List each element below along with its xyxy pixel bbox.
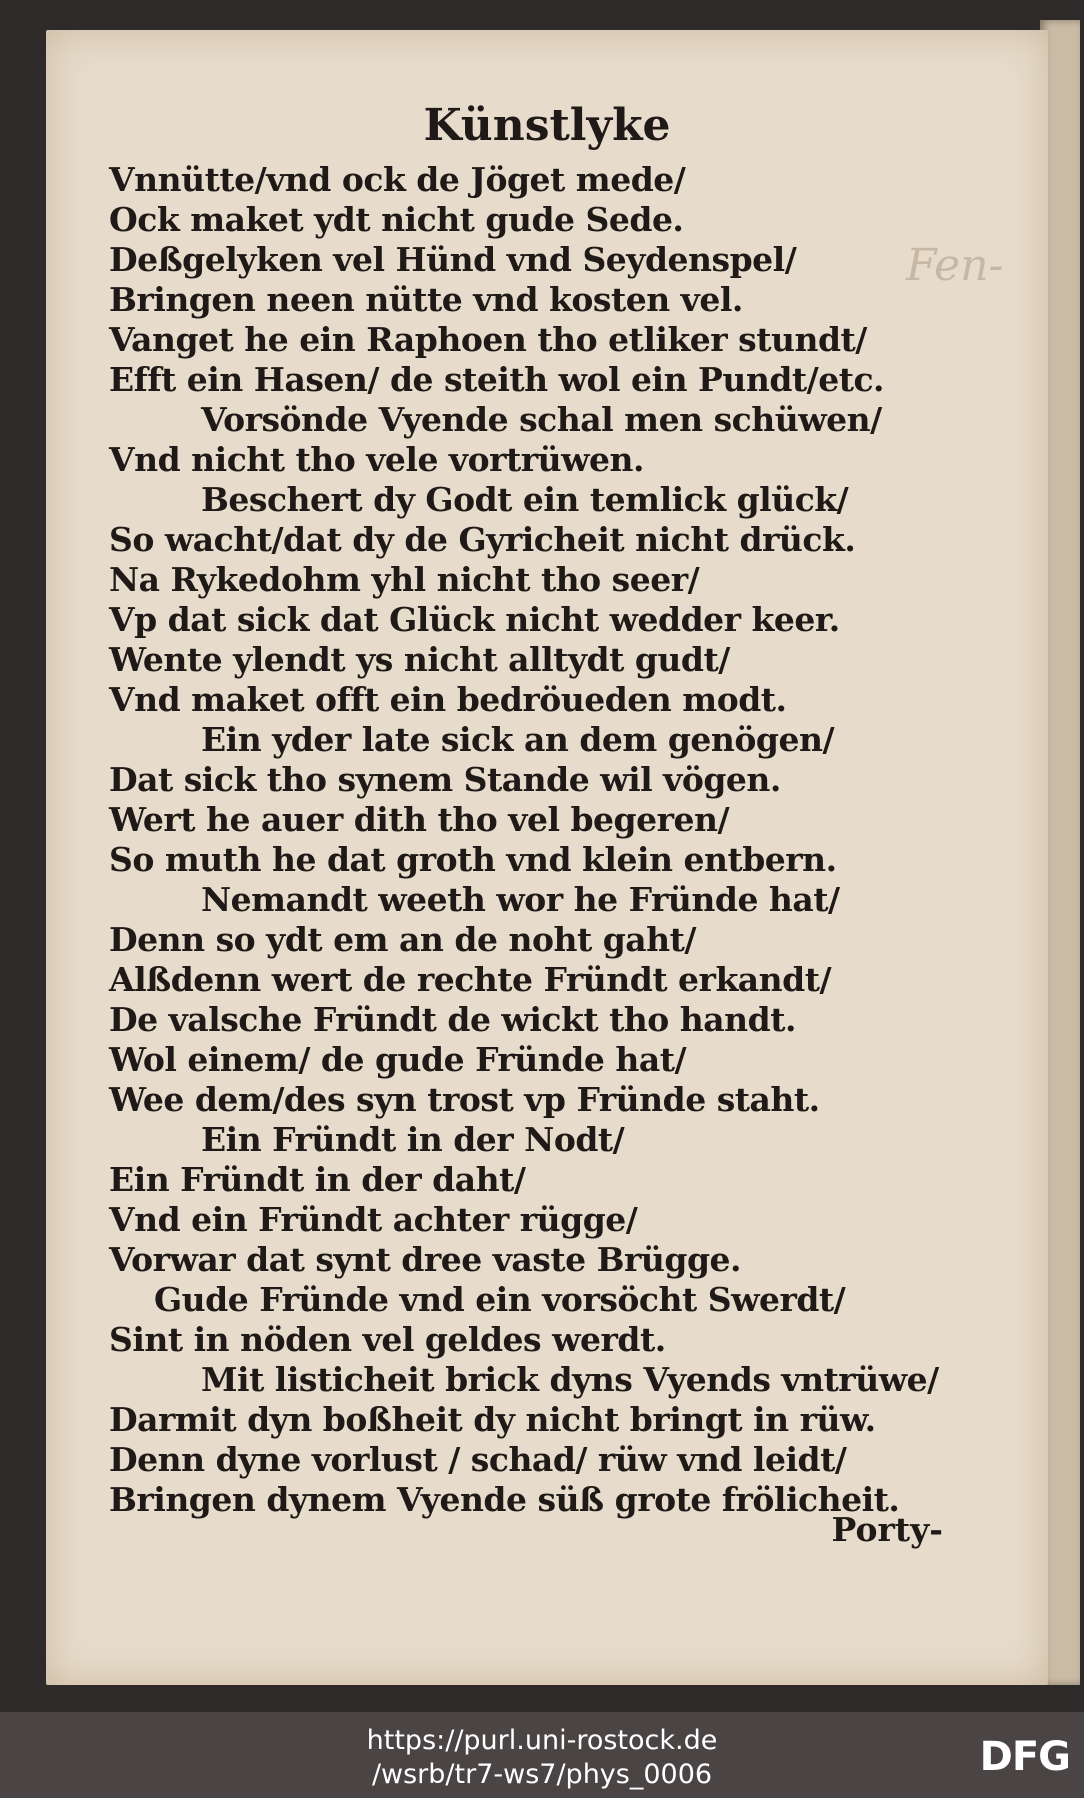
verse-line: Vnd nicht tho vele vortrüwen. [109,440,645,479]
verse-line: Wol einem/ de gude Fründe hat/ [109,1040,687,1079]
dfg-logo: DFG [979,1734,1070,1780]
bleed-through-text: Fen- [906,240,1004,291]
verse-line: So wacht/dat dy de Gyricheit nicht drück. [109,520,856,559]
verse-line: Wert he auer dith tho vel begeren/ [109,800,730,839]
running-header: Künstlyke [423,100,671,151]
verse-line: Vorsönde Vyende schal men schüwen/ [201,400,882,439]
verse-line: Vnd maket offt ein bedröueden modt. [109,680,787,719]
verse-line: Vnnütte/vnd ock de Jöget mede/ [109,160,686,199]
permalink[interactable] [0,1724,1084,1792]
verse-line: Bringen neen nütte vnd kosten vel. [109,280,743,319]
verse-line: Mit listicheit brick dyns Vyends vntrüwe/ [201,1360,939,1399]
verse-line: Gude Fründe vnd ein vorsöcht Swerdt/ [154,1280,846,1319]
verse-line: Wee dem/des syn trost vp Fründe staht. [109,1080,820,1119]
catchword: Porty- [831,1510,943,1549]
verse-line: Darmit dyn boßheit dy nicht bringt in rüw. [109,1400,876,1439]
verse-line: Vanget he ein Raphoen tho etliker stundt/ [109,320,867,359]
verse-line: So muth he dat groth vnd klein entbern. [109,840,837,879]
permalink-line-1[interactable]: https://purl.uni-rostock.de [366,1725,718,1756]
verse-line: Ein Fründt in der Nodt/ [201,1120,625,1159]
verse-line: Deßgelyken vel Hünd vnd Seydenspel/ [109,240,797,279]
verse-line: Na Rykedohm yhl nicht tho seer/ [109,560,700,599]
verse-line: Sint in nöden vel geldes werdt. [109,1320,666,1359]
verse-line: Beschert dy Godt ein temlick glück/ [201,480,849,519]
verse-line: Bringen dynem Vyende süß grote frölicheit. [109,1480,900,1519]
verse-line: Efft ein Hasen/ de steith wol ein Pundt/etc. [109,360,885,399]
book-page [46,30,1048,1685]
verse-line: Vp dat sick dat Glück nicht wedder keer. [109,600,840,639]
verse-line: Wente ylendt ys nicht alltydt gudt/ [109,640,730,679]
verse-line: Ein yder late sick an dem genögen/ [201,720,835,759]
verse-line: Ock maket ydt nicht gude Sede. [109,200,684,239]
verse-line: Denn so ydt em an de noht gaht/ [109,920,696,959]
verse-line: Denn dyne vorlust / schad/ rüw vnd leidt/ [109,1440,847,1479]
verse-line: Vnd ein Fründt achter rügge/ [109,1200,638,1239]
verse-line: Ein Fründt in der daht/ [109,1160,526,1199]
footer-bar [0,1712,1084,1798]
verse-line: Nemandt weeth wor he Fründe hat/ [201,880,840,919]
verse-line: Alßdenn wert de rechte Fründt erkandt/ [109,960,832,999]
verse-text [109,160,1009,1520]
verse-line: Vorwar dat synt dree vaste Brügge. [109,1240,742,1279]
verse-line: De valsche Fründt de wickt tho handt. [109,1000,796,1039]
permalink-line-2[interactable]: /wsrb/tr7-ws7/phys_0006 [371,1759,713,1790]
verse-line: Dat sick tho synem Stande wil vögen. [109,760,781,799]
